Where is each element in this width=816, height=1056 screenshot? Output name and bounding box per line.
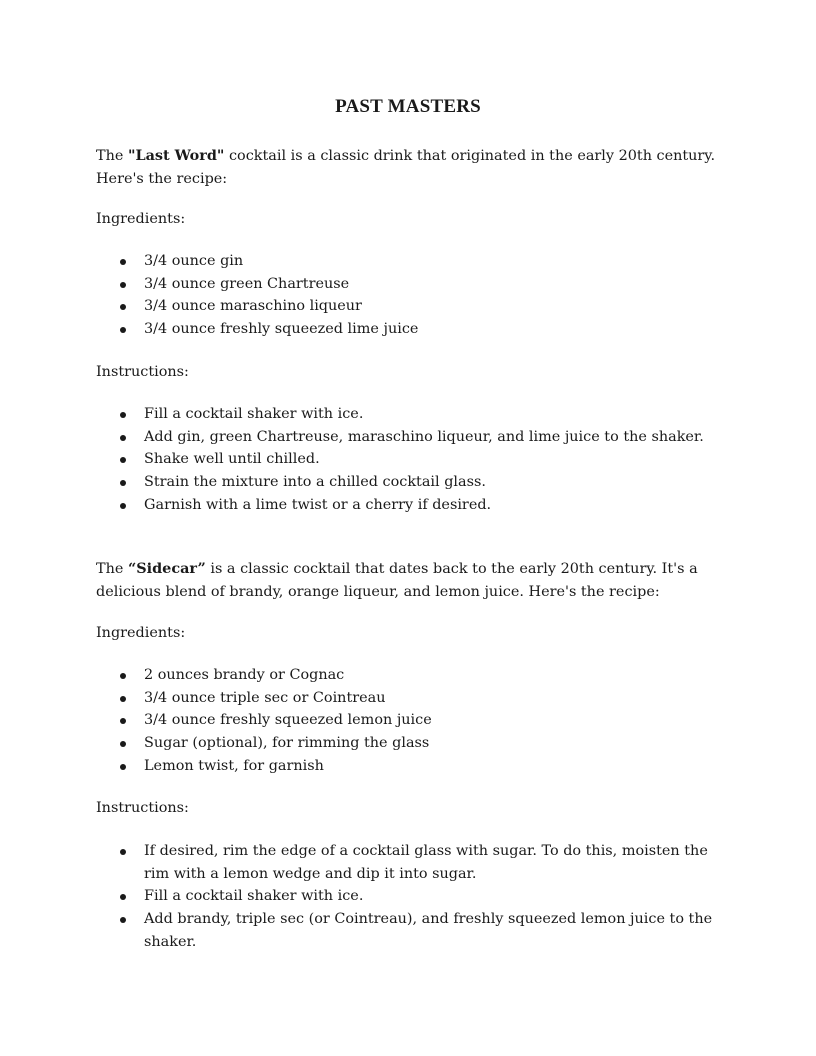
page-title: PAST MASTERS: [335, 96, 481, 117]
list-item: 3/4 ounce gin: [96, 250, 720, 273]
bullet-icon: [120, 696, 126, 702]
sidecar-intro: The “Sidecar” is a classic cocktail that dates back to the early 20th century. It's a delicious blend of brandy, orange liqueur, and lemon juice. Here's the recipe:: [96, 560, 698, 600]
bullet-icon: [120, 894, 126, 900]
bullet-icon: [120, 435, 126, 441]
drink-name-last-word: "Last Word": [127, 147, 225, 164]
bullet-icon: [120, 282, 126, 288]
list-item: 2 ounces brandy or Cognac: [96, 664, 720, 687]
ingredients-heading: Ingredients:: [96, 625, 186, 641]
bullet-icon: [120, 849, 126, 855]
bullet-icon: [120, 327, 126, 333]
list-item: 3/4 ounce freshly squeezed lemon juice: [96, 709, 720, 732]
list-item: Lemon twist, for garnish: [96, 755, 720, 778]
bullet-icon: [120, 718, 126, 724]
list-item: 3/4 ounce green Chartreuse: [96, 273, 720, 296]
list-item: Add brandy, triple sec (or Cointreau), and freshly squeezed lemon juice to the shaker.: [96, 908, 720, 953]
list-item: Fill a cocktail shaker with ice.: [96, 403, 720, 426]
ingredients-heading: Ingredients:: [96, 211, 186, 227]
list-item: 3/4 ounce triple sec or Cointreau: [96, 687, 720, 710]
list-item: Strain the mixture into a chilled cocktail glass.: [96, 471, 720, 494]
bullet-icon: [120, 304, 126, 310]
list-item: 3/4 ounce maraschino liqueur: [96, 295, 720, 318]
last-word-instructions-list: [96, 403, 720, 517]
sidecar-ingredients-list: [96, 664, 720, 778]
list-item: 3/4 ounce freshly squeezed lime juice: [96, 318, 720, 341]
list-item: Garnish with a lime twist or a cherry if desired.: [96, 494, 720, 517]
instructions-heading: Instructions:: [96, 364, 189, 380]
list-item: Sugar (optional), for rimming the glass: [96, 732, 720, 755]
list-item: Add gin, green Chartreuse, maraschino liqueur, and lime juice to the shaker.: [96, 426, 720, 449]
bullet-icon: [120, 673, 126, 679]
bullet-icon: [120, 741, 126, 747]
sidecar-instructions-list: [96, 840, 720, 954]
last-word-intro: The "Last Word" cocktail is a classic drink that originated in the early 20th century. Here's the recipe:: [96, 147, 716, 187]
list-item: Shake well until chilled.: [96, 448, 720, 471]
list-item: Fill a cocktail shaker with ice.: [96, 885, 720, 908]
list-item: If desired, rim the edge of a cocktail glass with sugar. To do this, moisten the rim with a lemon wedge and dip it into sugar.: [96, 840, 720, 885]
instructions-heading: Instructions:: [96, 800, 189, 816]
bullet-icon: [120, 917, 126, 923]
last-word-ingredients-list: [96, 250, 720, 341]
bullet-icon: [120, 764, 126, 770]
bullet-icon: [120, 412, 126, 418]
bullet-icon: [120, 503, 126, 509]
bullet-icon: [120, 480, 126, 486]
bullet-icon: [120, 457, 126, 463]
bullet-icon: [120, 259, 126, 265]
drink-name-sidecar: “Sidecar”: [127, 560, 206, 577]
